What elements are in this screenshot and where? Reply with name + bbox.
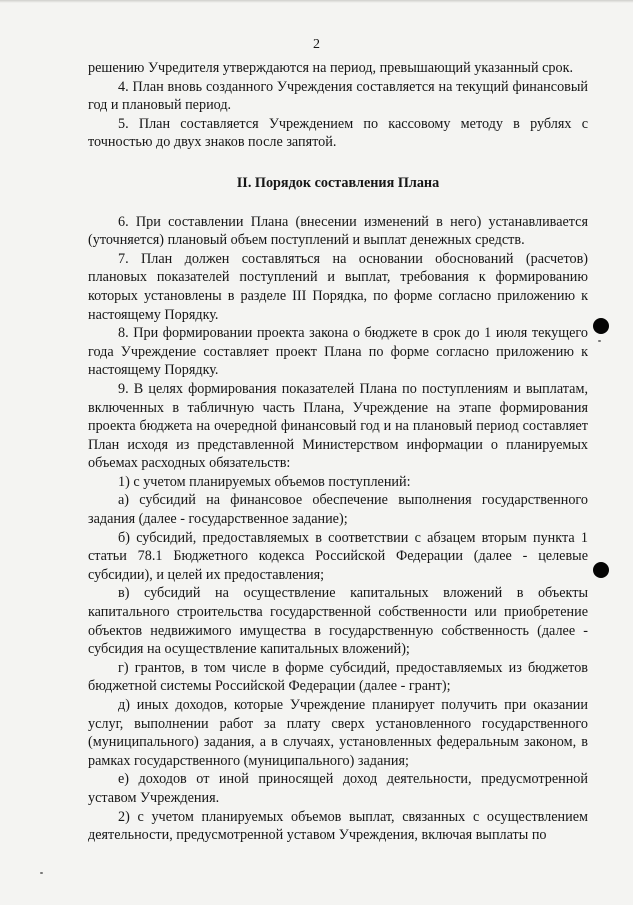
scan-edge: [0, 0, 633, 3]
document-body: [88, 59, 588, 845]
subitem-1: 1) с учетом планируемых объемов поступлений:: [118, 473, 411, 490]
paragraph-item-8: 8. При формировании проекта закона о бюджете в срок до 1 июля текущего года Учреждение составляет проект Плана по форме согласно приложению к настоящему Порядку.: [88, 325, 588, 379]
subitem-d: д) иных доходов, которые Учреждение планирует получить при оказании услуг, выполнении работ за плату сверх установленного государственного (муниципального) задания, а в случаях, установленных федеральным законом, в рамках государственного (муниципального) задания;: [88, 697, 588, 769]
scan-speck: [40, 872, 43, 874]
subitem-2: 2) с учетом планируемых объемов выплат, связанных с осуществлением деятельности, предусмотренной уставом Учреждения, включая выплаты по: [88, 808, 588, 844]
section-heading: II. Порядок составления Плана: [236, 174, 440, 191]
page-number: 2: [313, 37, 320, 52]
paragraph-item-9: 9. В целях формирования показателей Плана по поступлениям и выплатам, включенных в табличную часть Плана, Учреждение на этапе формирования проекта бюджета на очередной финансовый год и на плановый период составляет План исходя из представленной Министерством информации о планируемых объемах расходных обязательств:: [88, 380, 588, 472]
scan-speck: [598, 340, 601, 342]
paragraph-continuation: решению Учредителя утверждаются на период, превышающий указанный срок.: [88, 60, 574, 76]
paragraph-item-6: 6. При составлении Плана (внесении изменений в него) устанавливается (уточняется) плановый объем поступлений и выплат денежных средств.: [88, 213, 588, 249]
subitem-a: а) субсидий на финансовое обеспечение выполнения государственного задания (далее - государственное задание);: [88, 492, 588, 528]
paragraph-item-7: 7. План должен составляться на основании обоснований (расчетов) плановых показателей поступлений и выплат, требования к формированию которых установлены в разделе III Порядка, по форме согласно приложению к настоящему Порядку.: [88, 250, 588, 323]
subitem-v: в) субсидий на осуществление капитальных вложений в объекты капитального строительства государственной собственности или приобретение объектов недвижимого имущества в государственную собственность (далее - субсидия на осуществление капитальных вложений);: [88, 585, 588, 658]
paragraph-item-4: 4. План вновь созданного Учреждения составляется на текущий финансовый год и плановый период.: [88, 78, 588, 114]
subitem-e: е) доходов от иной приносящей доход деятельности, предусмотренной уставом Учреждения.: [88, 771, 588, 806]
paragraph-item-5: 5. План составляется Учреждением по кассовому методу в рублях с точностью до двух знаков после запятой.: [88, 115, 588, 151]
subitem-b: б) субсидий, предоставляемых в соответствии с абзацем вторым пункта 1 статьи 78.1 Бюджетного кодекса Российской Федерации (далее - целевые субсидии), и целей их предоставления;: [88, 529, 588, 583]
subitem-g: г) грантов, в том числе в форме субсидий, предоставляемых из бюджетов бюджетной системы Российской Федерации (далее - грант);: [88, 659, 588, 695]
punch-hole: [593, 562, 609, 578]
punch-hole: [593, 318, 609, 334]
